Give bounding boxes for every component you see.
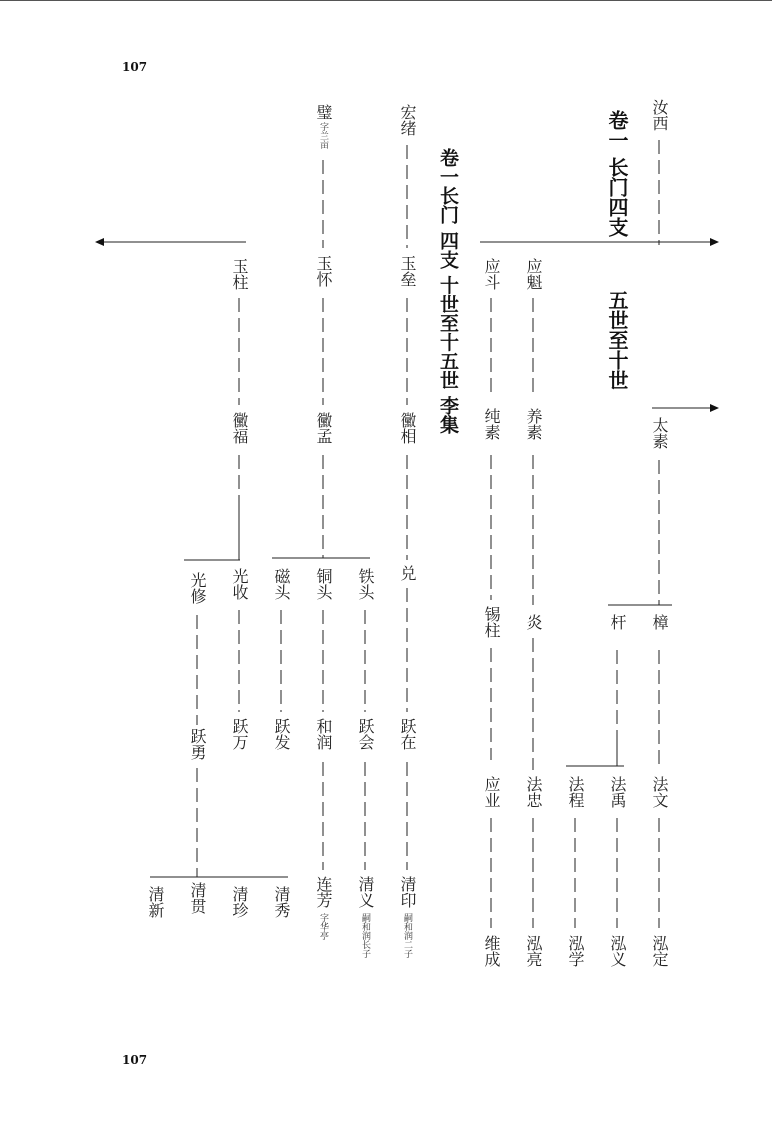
person-name: 兑 xyxy=(398,565,417,581)
heading-center: 卷一长门 四支 十世至十五世 李集 xyxy=(437,148,459,434)
page-number-bottom: 107 xyxy=(122,1053,148,1067)
person-name: 纯素 xyxy=(482,408,501,440)
person-name: 跃勇 xyxy=(188,728,207,760)
person-name: 跃万 xyxy=(230,718,249,750)
heading-right-line2: 五世至十世 xyxy=(605,290,629,390)
person-name: 太素 xyxy=(650,417,669,449)
person-note: 嗣和润长子 xyxy=(360,913,370,958)
person-name: 玉柱 xyxy=(230,258,249,290)
person-name: 汝西 xyxy=(650,99,669,131)
person-name: 应斗 xyxy=(482,258,501,290)
person-name: 黴相 xyxy=(398,412,417,444)
person-note: 嗣和润二子 xyxy=(402,913,412,958)
person-name: 光修 xyxy=(188,572,207,604)
person-name: 清新 xyxy=(146,886,165,918)
person-note: 字华亭 xyxy=(318,913,328,940)
person-name: 泓定 xyxy=(650,935,669,967)
person-name: 养素 xyxy=(524,408,543,440)
person-name: 清珍 xyxy=(230,886,249,918)
person-name: 清秀 xyxy=(272,886,291,918)
person-name: 璧 xyxy=(314,104,333,120)
person-name: 铁头 xyxy=(356,568,375,600)
person-name: 锡柱 xyxy=(482,606,501,638)
person-name: 泓学 xyxy=(566,935,585,967)
person-name: 杆 xyxy=(608,614,627,630)
page-number-top: 107 xyxy=(122,60,148,74)
person-name: 跃会 xyxy=(356,718,375,750)
person-name: 法文 xyxy=(650,776,669,808)
person-name: 跃发 xyxy=(272,718,291,750)
person-name: 清印 xyxy=(398,876,417,908)
person-name: 跃在 xyxy=(398,718,417,750)
person-name: 磁头 xyxy=(272,568,291,600)
person-name: 和润 xyxy=(314,718,333,750)
person-name: 泓义 xyxy=(608,935,627,967)
person-name: 玉怀 xyxy=(314,255,333,287)
person-name: 泓亮 xyxy=(524,935,543,967)
person-name: 光收 xyxy=(230,568,249,600)
person-name: 炎 xyxy=(524,614,543,630)
person-note: 字兰亩 xyxy=(318,122,328,149)
person-name: 应业 xyxy=(482,776,501,808)
person-name: 法程 xyxy=(566,776,585,808)
person-name: 维成 xyxy=(482,935,501,967)
person-name: 清义 xyxy=(356,876,375,908)
person-name: 樟 xyxy=(650,614,669,630)
person-name: 玉垒 xyxy=(398,255,417,287)
person-name: 连芳 xyxy=(314,876,333,908)
person-name: 法禹 xyxy=(608,776,627,808)
person-name: 应魁 xyxy=(524,258,543,290)
person-name: 黴孟 xyxy=(314,412,333,444)
person-name: 宏绪 xyxy=(398,104,417,136)
person-name: 清贯 xyxy=(188,882,207,914)
heading-right-line1: 卷一 长门四支 xyxy=(605,110,629,237)
person-name: 黴福 xyxy=(230,412,249,444)
person-name: 铜头 xyxy=(314,568,333,600)
person-name: 法忠 xyxy=(524,776,543,808)
